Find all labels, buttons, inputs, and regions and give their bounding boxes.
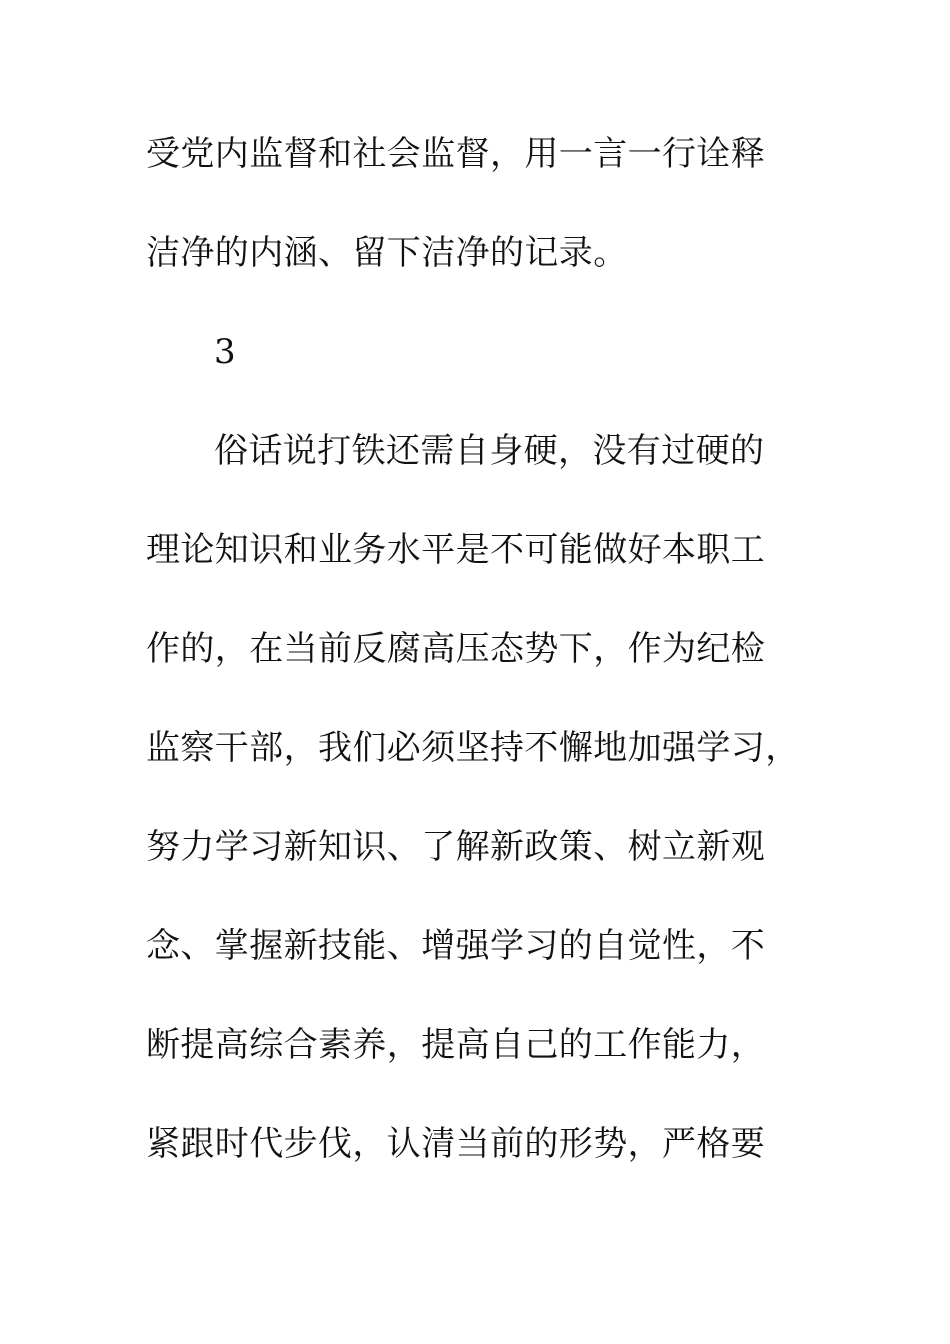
paragraph-line: 作的，在当前反腐高压态势下，作为纪检 [146,629,766,669]
paragraph-line: 断提高综合素养，提高自己的工作能力， [146,1025,766,1065]
paragraph-line: 努力学习新知识、了解新政策、树立新观 [146,827,766,867]
paragraph-line: 理论知识和业务水平是不可能做好本职工 [146,530,766,570]
section-number: 3 [214,332,237,372]
paragraph-line: 受党内监督和社会监督，用一言一行诠释 [146,134,766,174]
paragraph-line: 念、掌握新技能、增强学习的自觉性，不 [146,926,766,966]
paragraph-line: 紧跟时代步伐，认清当前的形势，严格要 [146,1124,766,1164]
paragraph-line: 监察干部，我们必须坚持不懈地加强学习， [146,728,800,768]
paragraph-line: 洁净的内涵、留下洁净的记录。 [146,233,628,273]
paragraph-line: 俗话说打铁还需自身硬，没有过硬的 [214,431,765,471]
